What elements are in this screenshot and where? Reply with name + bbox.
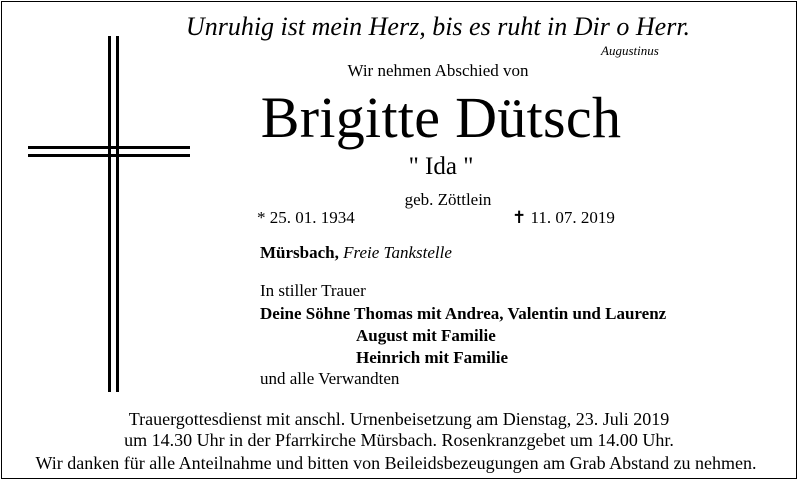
farewell-intro: Wir nehmen Abschied von: [347, 61, 529, 80]
death-date: ✝ 11. 07. 2019: [512, 208, 615, 227]
residence: [260, 243, 452, 263]
nickname: " Ida ": [408, 153, 474, 180]
service-line-2: um 14.30 Uhr in der Pfarrkirche Mürsbach. Rosenkranzgebet um 14.00 Uhr.: [124, 430, 674, 450]
service-line-1: Trauergottesdienst mit anschl. Urnenbeisetzung am Dienstag, 23. Juli 2019: [128, 409, 670, 429]
deceased-name: Brigitte Dütsch: [260, 85, 622, 150]
relative-line: August mit Familie: [356, 326, 496, 345]
relative-line: Heinrich mit Familie: [356, 348, 509, 367]
relative-line: und alle Verwandten: [260, 369, 400, 388]
latin-cross-icon: [20, 28, 190, 400]
birth-name: geb. Zöttlein: [404, 190, 492, 209]
mourning-intro: In stiller Trauer: [260, 281, 366, 300]
thanks-note: Wir danken für alle Anteilnahme und bitten von Beileidsbezeugungen am Grab Abstand zu nehmen.: [35, 453, 757, 473]
relative-line: Deine Söhne Thomas mit Andrea, Valentin und Laurenz: [260, 304, 667, 323]
residence-detail: Freie Tankstelle: [343, 243, 452, 262]
motto: Unruhig ist mein Herz, bis es ruht in Dir o Herr.: [185, 12, 691, 41]
residence-town: Mürsbach,: [260, 243, 339, 262]
motto-author: Augustinus: [601, 43, 659, 58]
birth-date: * 25. 01. 1934: [257, 208, 355, 227]
